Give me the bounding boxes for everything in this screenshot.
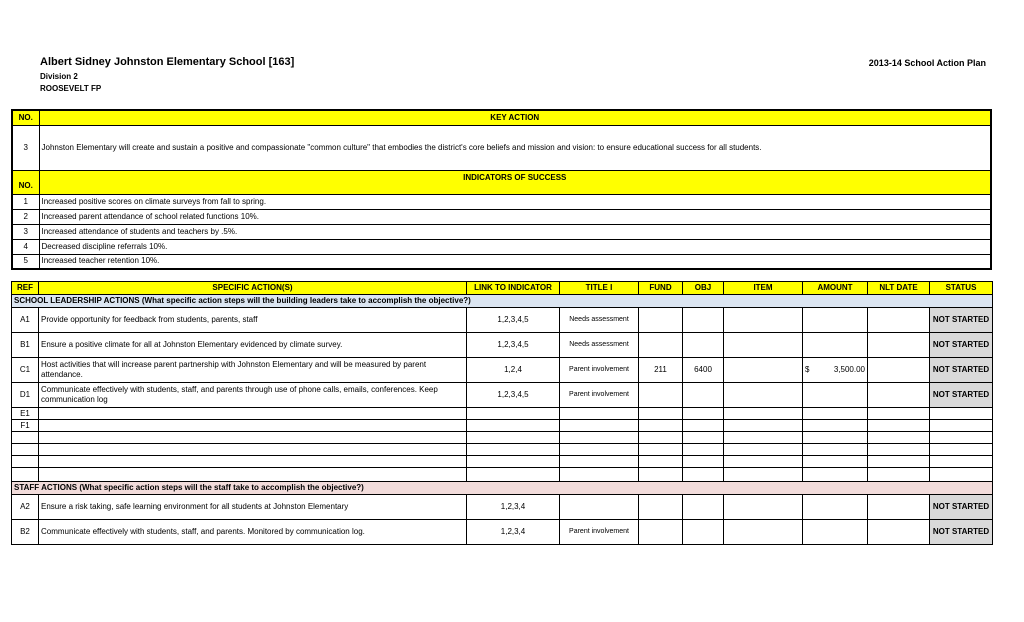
row-ref: A1 [12,308,39,333]
division-label: Division 2 [40,72,78,81]
staff-section-heading: STAFF ACTIONS (What specific action steps will the staff take to accomplish the objective?) [12,482,993,495]
table-row [12,358,993,383]
key-action-table [11,109,992,270]
row-status [930,420,993,432]
indicator-text: Increased teacher retention 10%. [39,254,991,269]
indicator-text: Increased attendance of students and teachers by .5%. [39,224,991,239]
indicator-row [12,224,991,239]
row-nlt-date [868,333,930,358]
row-link: 1,2,4 [467,358,560,383]
row-obj [683,408,724,420]
row-obj [683,520,724,545]
row-item [724,420,803,432]
indicators-header: INDICATORS OF SUCCESS [39,170,991,194]
plan-title: 2013-14 School Action Plan [868,58,986,68]
row-amount [803,520,868,545]
indicator-text: Increased positive scores on climate surveys from fall to spring. [39,194,991,209]
key-action-number: 3 [12,125,39,170]
row-title-i [560,420,639,432]
row-amount [803,420,868,432]
row-amount [803,358,868,383]
row-link: 1,2,3,4,5 [467,383,560,408]
row-amount [803,333,868,358]
table-row [12,420,993,432]
empty-row [12,444,993,456]
row-ref: B1 [12,333,39,358]
row-title-i: Parent involvement [560,383,639,408]
row-link: 1,2,3,4 [467,520,560,545]
col-fund: FUND [639,282,683,295]
row-item [724,358,803,383]
row-nlt-date [868,358,930,383]
col-title-i: TITLE I [560,282,639,295]
row-amount [803,308,868,333]
row-action: Host activities that will increase parent partnership with Johnston Elementary and will be measured by parent attendance. [39,358,467,383]
indicator-no: 4 [12,239,39,254]
row-action: Ensure a risk taking, safe learning environment for all students at Johnston Elementary [39,495,467,520]
row-item [724,333,803,358]
row-fund [639,495,683,520]
row-obj [683,495,724,520]
row-action [39,420,467,432]
amount-value: 3,500.00 [833,365,865,374]
key-no-header: NO. [12,110,39,125]
row-ref: B2 [12,520,39,545]
row-item [724,308,803,333]
status-badge: NOT STARTED [930,333,993,358]
indicator-no-header: NO. [12,170,39,194]
empty-row [12,468,993,482]
table-row [12,333,993,358]
row-title-i: Needs assessment [560,333,639,358]
indicator-no: 2 [12,209,39,224]
indicator-row [12,239,991,254]
row-ref: D1 [12,383,39,408]
col-link-to-indicator: LINK TO INDICATOR [467,282,560,295]
row-link: 1,2,3,4,5 [467,308,560,333]
row-amount [803,495,868,520]
status-badge: NOT STARTED [930,308,993,333]
row-fund [639,520,683,545]
row-item [724,520,803,545]
col-specific-actions: SPECIFIC ACTION(S) [39,282,467,295]
status-badge: NOT STARTED [930,495,993,520]
actions-table [11,281,993,545]
group-label: ROOSEVELT FP [40,84,102,93]
row-ref: C1 [12,358,39,383]
col-status: STATUS [930,282,993,295]
row-ref: A2 [12,495,39,520]
indicator-text: Increased parent attendance of school related functions 10%. [39,209,991,224]
row-title-i: Needs assessment [560,308,639,333]
amount-currency: $ [805,365,810,374]
key-action-header: KEY ACTION [39,110,991,125]
row-title-i: Parent involvement [560,520,639,545]
row-amount [803,408,868,420]
row-link [467,420,560,432]
row-fund [639,408,683,420]
row-fund [639,308,683,333]
leadership-section-heading: SCHOOL LEADERSHIP ACTIONS (What specific action steps will the building leaders take to accomplish the objective?) [12,295,993,308]
row-fund [639,420,683,432]
col-item: ITEM [724,282,803,295]
col-amount: AMOUNT [803,282,868,295]
school-title: Albert Sidney Johnston Elementary School [163] [40,56,295,68]
row-action: Communicate effectively with students, staff, and parents. Monitored by communication log. [39,520,467,545]
table-row [12,308,993,333]
row-fund [639,333,683,358]
row-fund: 211 [639,358,683,383]
col-nlt-date: NLT DATE [868,282,930,295]
col-ref: REF [12,282,39,295]
indicator-row [12,194,991,209]
table-row [12,520,993,545]
row-nlt-date [868,383,930,408]
row-title-i [560,408,639,420]
row-ref: E1 [12,408,39,420]
indicator-text: Decreased discipline referrals 10%. [39,239,991,254]
row-obj [683,420,724,432]
row-ref: F1 [12,420,39,432]
row-obj [683,333,724,358]
indicator-row [12,209,991,224]
indicator-no: 1 [12,194,39,209]
indicator-no: 3 [12,224,39,239]
status-badge: NOT STARTED [930,383,993,408]
row-obj: 6400 [683,358,724,383]
row-action: Provide opportunity for feedback from students, parents, staff [39,308,467,333]
row-nlt-date [868,495,930,520]
status-badge: NOT STARTED [930,358,993,383]
row-link: 1,2,3,4,5 [467,333,560,358]
row-action: Communicate effectively with students, staff, and parents through use of phone calls, emails, conferences. Keep communication log [39,383,467,408]
empty-row [12,456,993,468]
row-nlt-date [868,308,930,333]
row-link [467,408,560,420]
row-action: Ensure a positive climate for all at Johnston Elementary evidenced by climate survey. [39,333,467,358]
indicator-no: 5 [12,254,39,269]
row-action [39,408,467,420]
table-row [12,383,993,408]
empty-row [12,432,993,444]
row-title-i: Parent involvement [560,358,639,383]
row-fund [639,383,683,408]
table-row [12,408,993,420]
table-row [12,495,993,520]
row-title-i [560,495,639,520]
row-nlt-date [868,408,930,420]
status-badge: NOT STARTED [930,520,993,545]
row-amount [803,383,868,408]
row-obj [683,383,724,408]
actions-header-row [12,282,993,295]
key-action-text: Johnston Elementary will create and sustain a positive and compassionate "common culture" that embodies the district's core beliefs and mission and vision: to ensure educational success for all students. [39,125,991,170]
indicator-row [12,254,991,269]
row-nlt-date [868,420,930,432]
row-item [724,383,803,408]
row-item [724,495,803,520]
col-obj: OBJ [683,282,724,295]
row-nlt-date [868,520,930,545]
row-item [724,408,803,420]
row-link: 1,2,3,4 [467,495,560,520]
row-status [930,408,993,420]
row-obj [683,308,724,333]
